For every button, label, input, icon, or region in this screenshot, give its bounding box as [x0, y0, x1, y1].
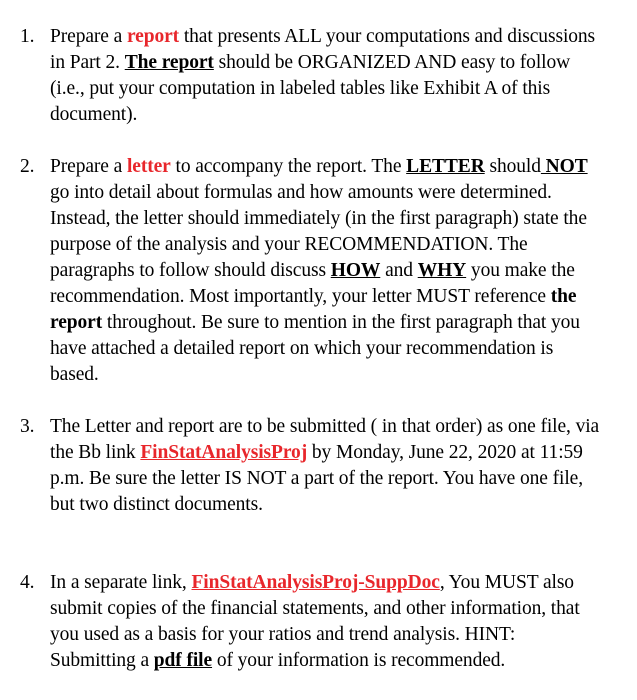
instruction-item-4 — [20, 570, 600, 674]
emphasis-why: WHY — [417, 260, 467, 281]
item-number: 1. — [20, 26, 35, 47]
text-segment: The Letter and report are to be submitted ( in that order) as one file, via the Bb link — [50, 416, 600, 463]
instruction-item-1 — [20, 24, 600, 128]
item-number: 3. — [20, 416, 35, 437]
text-segment: go into detail about formulas and how amounts were determined. Instead, the letter should immediately (in the first paragraph) state the purpose of the analysis and your RECOMMENDATION. The paragraphs to follow should discuss — [50, 182, 587, 281]
item-text — [50, 414, 600, 518]
instruction-item-2 — [20, 154, 600, 388]
instruction-item-3 — [20, 414, 600, 518]
item-text — [50, 570, 600, 674]
text-segment: that presents ALL your computations and discussions in Part 2. — [50, 26, 596, 73]
emphasis-the-report: the report — [50, 286, 577, 333]
finstatanalysisproj-link[interactable]: FinStatAnalysisProj — [140, 442, 308, 463]
text-segment: throughout. Be sure to mention in the first paragraph that you have attached a detailed report on which your recommendation is based. — [50, 312, 580, 385]
emphasis-pdf-file: pdf file — [153, 650, 213, 671]
finstatanalysisproj-suppdoc-link[interactable]: FinStatAnalysisProj-SuppDoc — [191, 572, 440, 593]
item-number: 2. — [20, 156, 35, 177]
text-segment: In a separate link, — [50, 572, 192, 593]
emphasis-report: report — [126, 26, 180, 47]
emphasis-not: NOT — [540, 156, 588, 177]
text-segment: and — [380, 260, 418, 281]
emphasis-how: HOW — [330, 260, 381, 281]
item-number: 4. — [20, 572, 35, 593]
text-segment: by Monday, June 22, 2020 at 11:59 p.m. Be sure the letter IS NOT a part of the report. You have one file, but two distinct documents. — [50, 442, 583, 515]
text-segment: should — [484, 156, 541, 177]
text-segment: , You MUST also submit copies of the financial statements, and other information, that you used as a basis for your ratios and trend analysis. HINT: Submitting a — [50, 572, 580, 671]
text-segment: you make the recommendation. Most importantly, your letter MUST reference — [50, 260, 575, 307]
text-segment: to accompany the report. The — [170, 156, 407, 177]
text-segment: of your information is recommended. — [212, 650, 506, 671]
item-text — [50, 154, 600, 388]
text-segment: Prepare a — [50, 156, 127, 177]
text-segment: should be ORGANIZED AND easy to follow (i.e., put your computation in labeled tables like Exhibit A of this document). — [50, 52, 571, 125]
item-text — [50, 24, 600, 128]
emphasis-letter: letter — [126, 156, 171, 177]
text-segment: Prepare a — [50, 26, 127, 47]
emphasis-the-report: The report — [124, 52, 214, 73]
emphasis-letter-caps: LETTER — [406, 156, 485, 177]
